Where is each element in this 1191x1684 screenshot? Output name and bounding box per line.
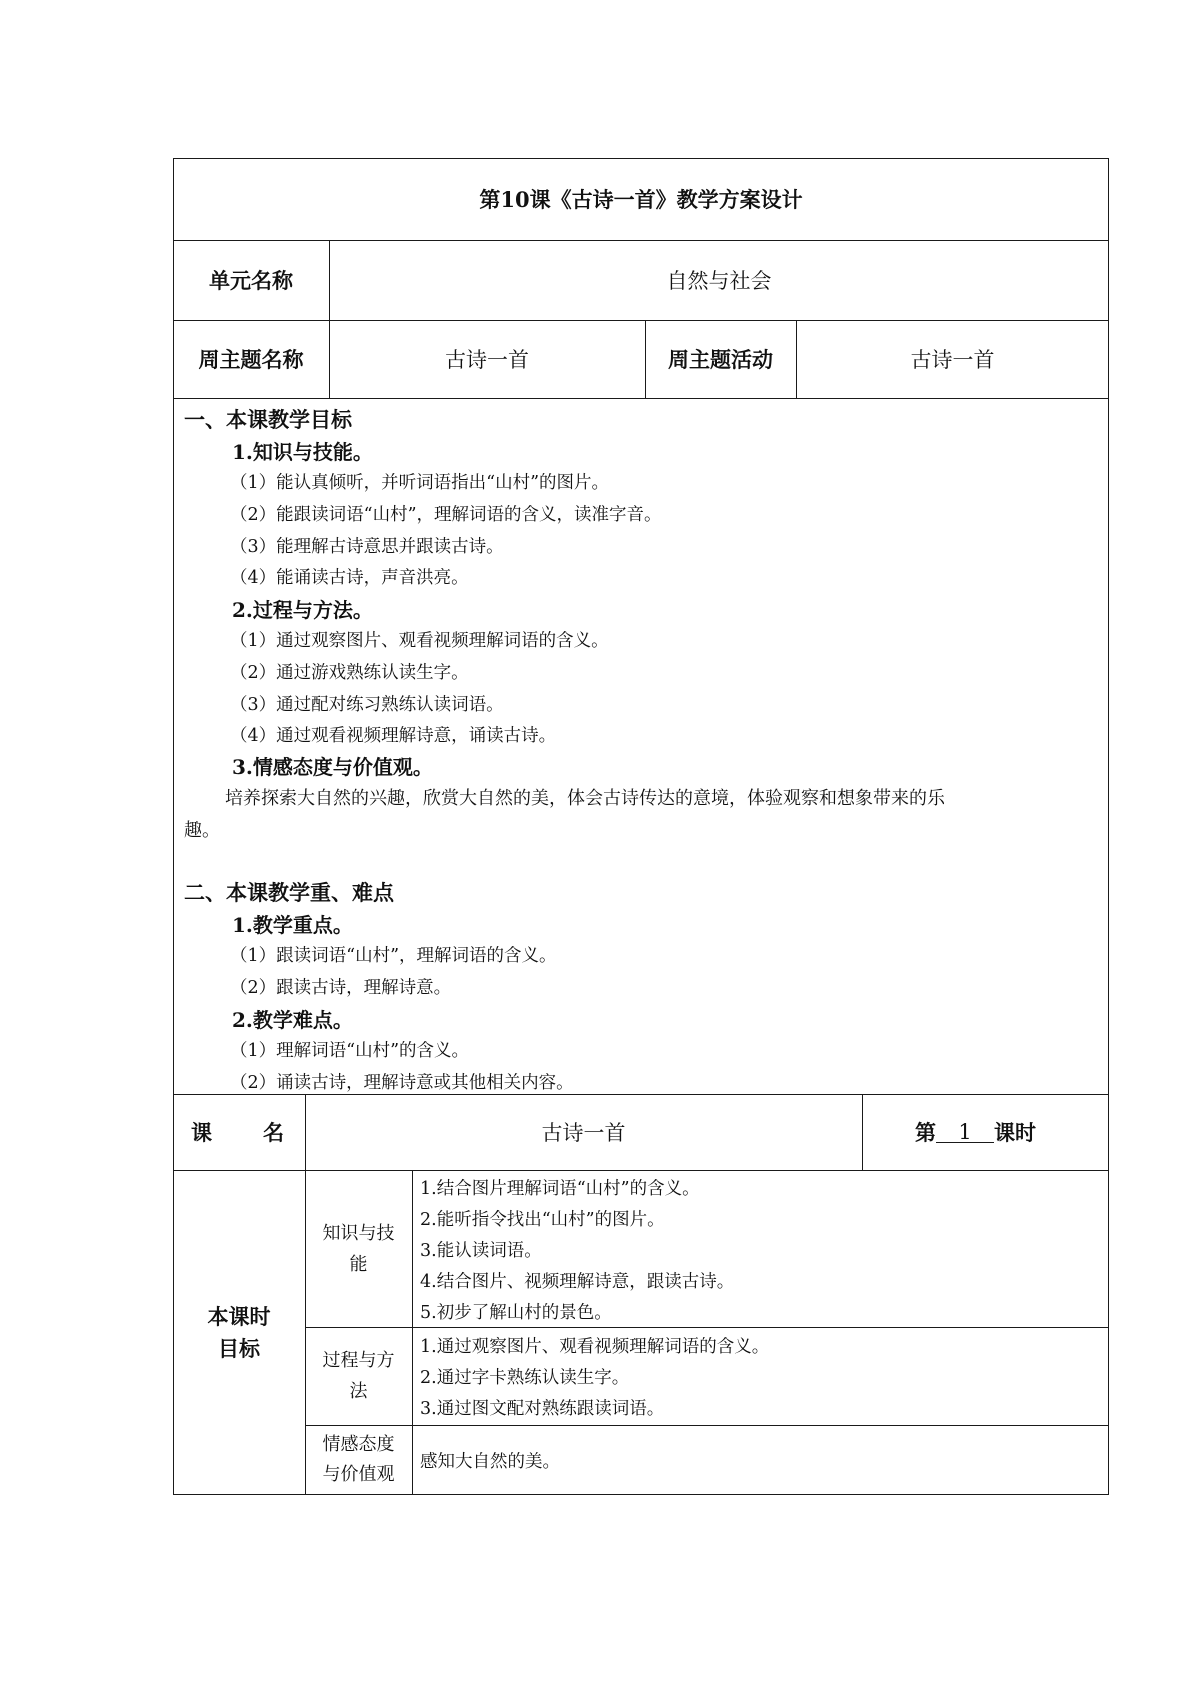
unit-label: 单元名称 — [209, 268, 293, 293]
row-divider — [305, 1327, 1109, 1328]
list-item: （1）理解词语“山村”的含义。 — [230, 1041, 470, 1061]
goal-item: 感知大自然的美。 — [420, 1452, 560, 1472]
page-title: 第10课《古诗一首》教学方案设计 — [479, 187, 803, 212]
focus-title: 1.教学重点。 — [232, 913, 353, 937]
knowledge-title: 1.知识与技能。 — [232, 440, 373, 464]
goal-item: 1.通过观察图片、观看视频理解词语的含义。 — [420, 1337, 770, 1357]
week-theme-value: 古诗一首 — [445, 348, 529, 372]
lesson-name-label-part: 课 — [191, 1120, 212, 1145]
period-goals-label — [173, 1170, 305, 1495]
goal-item: 3.能认读词语。 — [420, 1241, 542, 1261]
list-item: （2）通过游戏熟练认读生字。 — [230, 663, 469, 683]
goal-item: 1.结合图片理解词语“山村”的含义。 — [420, 1179, 700, 1199]
list-item: （4）通过观看视频理解诗意，诵读古诗。 — [230, 726, 557, 746]
goal-category-process — [305, 1327, 412, 1425]
week-theme-label: 周主题名称 — [198, 347, 304, 372]
col-divider — [412, 1170, 413, 1495]
week-activity-label: 周主题活动 — [668, 347, 773, 372]
list-item: （3）通过配对练习熟练认读词语。 — [230, 695, 504, 715]
goal-item: 5.初步了解山村的景色。 — [420, 1303, 612, 1323]
period-prefix: 第 — [915, 1120, 936, 1145]
process-title: 2.过程与方法。 — [232, 598, 373, 622]
week-activity-value: 古诗一首 — [910, 348, 995, 372]
list-item: （2）跟读古诗，理解诗意。 — [230, 978, 452, 998]
goal-category-line: 法 — [349, 1381, 368, 1402]
lesson-name-value: 古诗一首 — [541, 1121, 626, 1145]
objectives-heading: 一、本课教学目标 — [184, 407, 352, 432]
emotion-title: 3.情感态度与价值观。 — [232, 755, 433, 779]
list-item: （1）通过观察图片、观看视频理解词语的含义。 — [230, 631, 609, 651]
emotion-paragraph-line: 培养探索大自然的兴趣，欣赏大自然的美，体会古诗传达的意境，体验观察和想象带来的乐 — [225, 788, 945, 809]
unit-value: 自然与社会 — [666, 269, 772, 293]
goal-category-line: 能 — [349, 1253, 368, 1275]
goal-item: 2.能听指令找出“山村”的图片。 — [420, 1210, 665, 1230]
keypoints-heading: 二、本课教学重、难点 — [184, 880, 394, 905]
period-number: 1 — [936, 1122, 994, 1143]
period-goals-label-line: 目标 — [218, 1335, 260, 1361]
period-suffix: 课时 — [994, 1120, 1036, 1145]
list-item: （2）能跟读词语“山村”，理解词语的含义，读准字音。 — [230, 505, 662, 525]
period-goals-label-line: 本课时 — [207, 1303, 271, 1329]
goal-item: 3.通过图文配对熟练跟读词语。 — [420, 1399, 665, 1419]
list-item: （3）能理解古诗意思并跟读古诗。 — [230, 537, 504, 557]
difficulty-title: 2.教学难点。 — [232, 1008, 353, 1032]
lesson-period — [862, 1094, 1109, 1170]
goal-category-line: 情感态度 — [322, 1434, 395, 1455]
goal-category-line: 与价值观 — [322, 1464, 395, 1485]
goal-category-line: 知识与技 — [322, 1222, 395, 1244]
lesson-name-label — [173, 1094, 305, 1170]
list-item: （1）跟读词语“山村”，理解词语的含义。 — [230, 946, 557, 966]
goal-item: 2.通过字卡熟练认读生字。 — [420, 1368, 630, 1388]
list-item: （4）能诵读古诗，声音洪亮。 — [230, 568, 469, 588]
goal-category-knowledge — [305, 1170, 412, 1327]
list-item: （1）能认真倾听，并听词语指出“山村”的图片。 — [230, 473, 610, 493]
goal-category-emotion — [305, 1425, 412, 1495]
lesson-name-label-part: 名 — [263, 1120, 284, 1145]
emotion-paragraph-line: 趣。 — [184, 820, 220, 841]
row-divider — [305, 1425, 1109, 1426]
row-divider — [173, 398, 1109, 399]
goal-category-line: 过程与方 — [322, 1350, 395, 1371]
list-item: （2）诵读古诗，理解诗意或其他相关内容。 — [230, 1073, 574, 1093]
goal-item: 4.结合图片、视频理解诗意，跟读古诗。 — [420, 1272, 735, 1292]
